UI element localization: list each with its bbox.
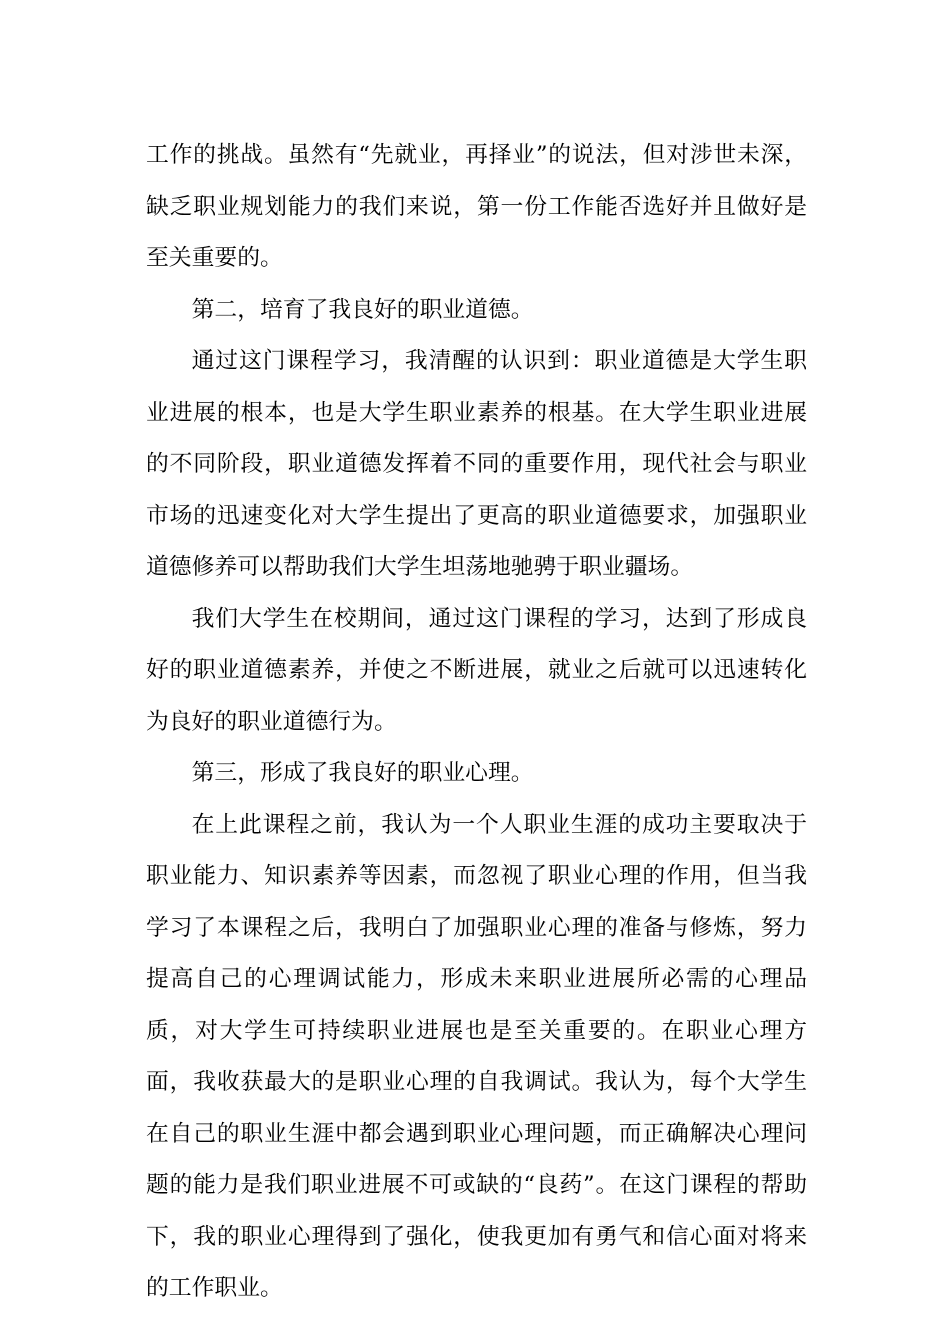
paragraph-continuation: 工作的挑战。虽然有“先就业，再择业”的说法，但对涉世未深，缺乏职业规划能力的我们来说，第一份工作能否选好并且做好是至关重要的。 — [146, 142, 807, 271]
section-heading-third: 第三，形成了我良好的职业心理。 — [191, 760, 534, 786]
paragraph-ethics-practice: 我们大学生在校期间，通过这门课程的学习，达到了形成良好的职业道德素养，并使之不断进展，就业之后就可以迅速转化为良好的职业道德行为。 — [146, 605, 807, 735]
paragraph-professional-psychology: 在上此课程之前，我认为一个人职业生涯的成功主要取决于职业能力、知识素养等因素，而忽视了职业心理的作用，但当我学习了本课程之后，我明白了加强职业心理的准备与修炼，努力提高自己的心理调试能力，形成未来职业进展所必需的心理品质，对大学生可持续职业进展也是至关重要的。在职业心理方面，我收获最大的是职业心理的自我调试。我认为，每个大学生在自己的职业生涯中都会遇到职业心理问题，而正确解决心理问题的能力是我们职业进展不可或缺的“良药”。在这门课程的帮助下，我的职业心理得到了强化，使我更加有勇气和信心面对将来的工作职业。 — [146, 811, 807, 1301]
document-body — [146, 130, 807, 1315]
paragraph-professional-ethics: 通过这门课程学习，我清醒的认识到：职业道德是大学生职业进展的根本，也是大学生职业素养的根基。在大学生职业进展的不同阶段，职业道德发挥着不同的重要作用，现代社会与职业市场的迅速变化对大学生提出了更高的职业道德要求，加强职业道德修养可以帮助我们大学生坦荡地驰骋于职业疆场。 — [146, 348, 807, 580]
section-heading-second: 第二，培育了我良好的职业道德。 — [191, 296, 534, 323]
